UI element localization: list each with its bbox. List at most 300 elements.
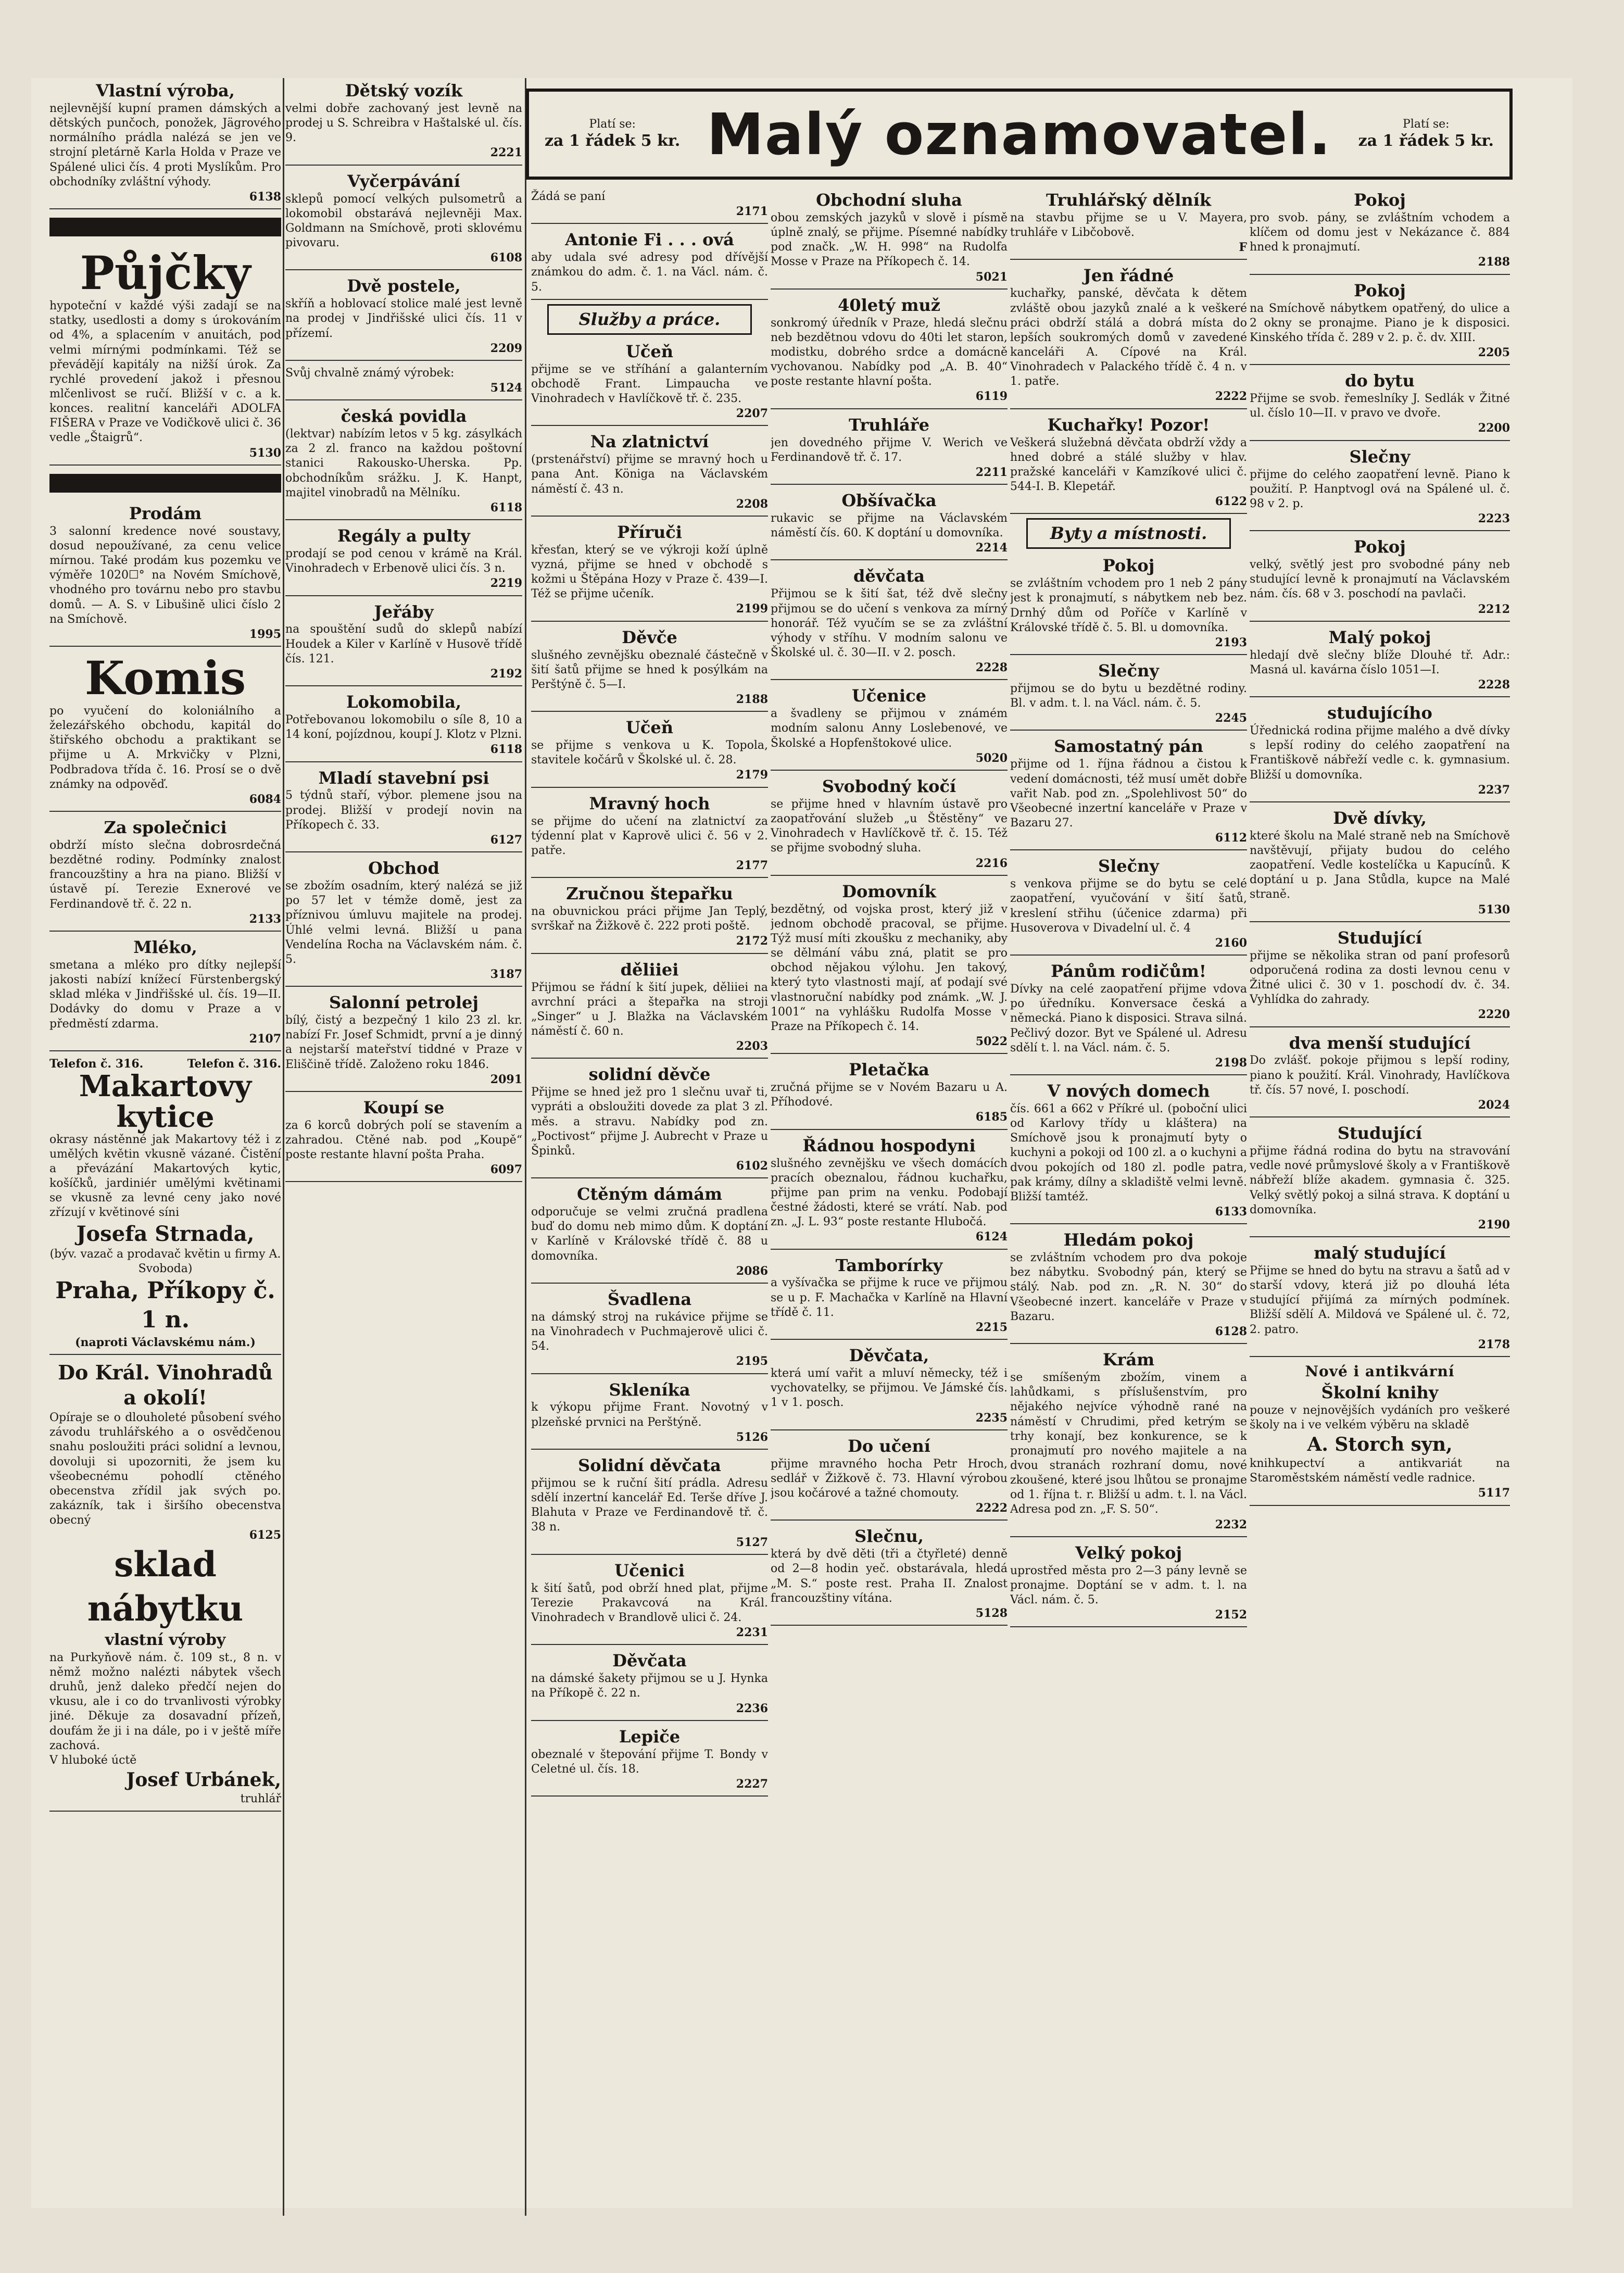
ad-body: smetana a mléko pro dítky nejlepší jakosti nabízí knížecí Fürstenbergský sklad mléka v Jindřišské ul. čís. 19—II. Dodávky do domu v Praze a v předměstí zdarma.: [49, 958, 281, 1031]
ad-title: Děvče: [622, 627, 677, 647]
ad-number: 2172: [736, 934, 768, 948]
ad-number: 6133: [1215, 1205, 1247, 1219]
classified-ad: [1010, 553, 1247, 655]
ad-title: děvčata: [853, 566, 925, 586]
ad-number: 2152: [1215, 1608, 1247, 1622]
classified-ad: [531, 429, 768, 517]
ad-body: se zvláštním vchodem pro dva pokoje bez nábytku. Svobodný pán, který se stálý. Nab. pod zn. „R. N. 30“ do Všeobecné inzert. kanceláře v Praze v Bazaru.: [1010, 1251, 1247, 1323]
ad-body: Přijme se hned jež pro 1 slečnu uvař ti, vypráti a obsloužiti dovede za plat 3 zl. měs. a stravu. Nabídky pod zn. „Poctivost“ přijme J. Aubrecht v Praze u Špinků.: [531, 1086, 768, 1158]
makart-ad: [49, 1054, 281, 1355]
ad-title: Obchod: [368, 858, 439, 878]
ad-body: skříň a hoblovací stolice malé jest levně na prodej v Jindřišské ulici čís. 11 v přízemí.: [285, 297, 522, 340]
classified-ad: [531, 625, 768, 712]
ad-body: přijme se ve stříhání a galanterním obchodě Frant. Limpaucha ve Vinohradech v Havlíčkově tř. č. 235.: [531, 362, 768, 405]
classified-ad: [531, 187, 768, 224]
ad-title: Pánům rodičům!: [1051, 961, 1206, 982]
classified-ad: [1010, 658, 1247, 731]
ad-body: obdrží místo slečna dobrosrdečná bezdětné rodiny. Podmínky znalost francouzštiny a hra na piano. Bližší v ústavě pí. Terezie Exnerové ve Ferdinandově tř. č. 22 n.: [49, 839, 281, 911]
ad-body: na spouštění sudů do sklepů nabízí Houdek a Kiler v Karlíně v Husově třídě čís. 121.: [285, 623, 522, 665]
classified-ad: [1250, 806, 1510, 922]
classified-ad: [771, 563, 1008, 680]
classified-ad: [1010, 412, 1247, 514]
ad-title: Studující: [1337, 1123, 1422, 1144]
ad-number: 6127: [490, 833, 522, 847]
ad-title: Velký pokoj: [1075, 1542, 1182, 1563]
ad-title: Obchodní sluha: [816, 190, 962, 210]
ad-title: Mléko,: [133, 937, 197, 957]
ad-body: 3 salonní kredence nové soustavy, dosud nepoužívané, za cenu velice mírnou. Také prodám kus pozemku ve výměře 1020☐° na Novém Smíchově, vhodného pro továrnu nebo pro stavbu domů. — A. S. v Libušině ulici číslo 2 na Smíchově.: [49, 524, 281, 626]
ad-number: 2227: [736, 1777, 768, 1791]
ad-number: 5130: [249, 446, 281, 460]
ad-number: 6138: [249, 190, 281, 204]
ad-number: 5124: [490, 381, 522, 395]
makart-body: okrasy nástěnné jak Makartovy též i z umělých květin vkusně vázané. Čistění a převázání Makartových kytic, košíčků, jardiniér umělými květinami se vkusně za levné ceny jako nové zřízují v květinové síni: [49, 1133, 281, 1220]
classified-ad: [771, 683, 1008, 771]
classified-ad: [1010, 959, 1247, 1075]
sklad-title: sklad nábytku: [87, 1544, 244, 1629]
ad-body: k výkopu přijme Frant. Novotný v plzeňské prvnici na Perštýně.: [531, 1401, 768, 1429]
ad-title: Pletačka: [849, 1060, 929, 1080]
ad-title: Domovník: [842, 881, 936, 901]
ad-number: 6112: [1215, 831, 1247, 845]
ad-body: k šití šatů, pod obrží hned plat, přijme Terezie Prakavcová na Král. Vinohradech v Brandlově ulici č. 24.: [531, 1581, 768, 1624]
ad-number: 2188: [1478, 255, 1510, 269]
ad-body: které školu na Malé straně neb na Smíchově navštěvují, přijaty budou do celého zaopatření. Vedle kostelíčka u Kapucínů. K doptání u p. Jana Stůdla, kupce na Malé straně.: [1250, 829, 1510, 901]
ad-body: odporučuje se velmi zručná pradlena buď do domu neb mimo dům. K doptání v Karlíně v Královské třídě č. 88 u domovníka.: [531, 1205, 768, 1263]
ad-title: Solidní děvčata: [578, 1455, 721, 1475]
classified-ad: [285, 765, 522, 853]
classified-ad: [1250, 925, 1510, 1027]
ad-number: 2215: [975, 1320, 1008, 1334]
classified-ad: [771, 187, 1008, 290]
ad-title: Ctěným dámám: [576, 1184, 723, 1204]
ad-number: 5128: [975, 1606, 1008, 1620]
ad-number: 2214: [975, 541, 1008, 555]
ad-title: V nových domech: [1047, 1081, 1210, 1101]
classified-ad: [531, 1182, 768, 1284]
ad-title: Prodám: [129, 503, 202, 523]
ad-body: čís. 661 a 662 v Příkré ul. (poboční ulici od Karlovy třídy u kláštera) na Smíchově jsou k pronajmutí byty o kuchyni a pokoji od 100 zl. a o kuchyni a dvou pokojích od 180 zl. podle patra, pak krámy, dílny a skladiště velmi levně. Bližší tamtéž.: [1010, 1102, 1247, 1203]
ad-body: Přijmou se řádní k šití jupek, děliiei na avrchní práci a štepařka na stroji „Singer“ u J. Blažka na Václavském náměstí č. 60 n.: [531, 981, 768, 1038]
ad-number: 2216: [975, 856, 1008, 870]
classified-ad: [1250, 534, 1510, 622]
classified-ad: [49, 78, 281, 209]
ad-title: Komis: [84, 650, 246, 705]
ad-body: aby udala své adresy pod dřívější známkou do adm. č. 1. na Václ. nám. č. 5.: [531, 251, 768, 294]
ad-number: 2209: [490, 341, 522, 355]
ad-title: Učeň: [625, 718, 673, 738]
ad-body: sonkromý úředník v Praze, hledá slečnu neb bezdětnou vdovu do 40ti let staron, modistku, dobrého srdce a domácně vychovanou. Nabídky pod „A. B. 40“ poste restante hlavní pošta.: [771, 316, 1008, 388]
ad-firm: A. Storch syn,: [1307, 1433, 1453, 1455]
ad-title: Pokoj: [1354, 537, 1406, 557]
classified-ad: [531, 1724, 768, 1797]
ad-number: 6124: [975, 1230, 1008, 1244]
ad-number: 2212: [1478, 602, 1510, 616]
ad-body: přijmou se do bytu u bezdětné rodiny. Bl. v adm. t. l. na Václ. nám. č. 5.: [1010, 682, 1247, 710]
classified-ad: [1250, 1121, 1510, 1237]
ad-title: Dvě postele,: [347, 276, 461, 296]
ad-body: která by dvě děti (tři a čtyřleté) denně od 2—8 hodin yeč. obstarávala, hledá „M. S.“ poste rest. Praha II. Znalost francouzštiny vítána.: [771, 1548, 1008, 1605]
ad-body: se přijme s venkova u K. Topola, stavitele kočárů v Školské ul. č. 28.: [531, 739, 768, 767]
ad-number: 2188: [736, 693, 768, 706]
classified-ad: [285, 78, 522, 166]
classified-ad: [1010, 1347, 1247, 1537]
classified-ad: [1250, 444, 1510, 532]
classified-ad: [285, 599, 522, 687]
ad-number: 2171: [736, 205, 768, 219]
ad-body: bílý, čistý a bezpečný 1 kilo 23 zl. kr. nabízí Fr. Josef Schmidt, první a je dinný a nejstarší mateřství tiddné v Praze v Eliščině třídě. Založeno roku 1846.: [285, 1014, 522, 1071]
ad-title: Jen řádné: [1083, 266, 1174, 286]
classified-ad: [49, 245, 281, 466]
ad-body: se zvláštním vchodem pro 1 neb 2 pány jest k pronajmutí, s nábytkem neb bez. Drnhý dům od Poříče v Karlíně v Královské třídě č. 5. Bl. u domovníka.: [1010, 577, 1247, 634]
section-tag-services: Služby a práce.: [547, 304, 752, 335]
classified-ad: [1010, 1540, 1247, 1628]
ad-number: 2133: [249, 912, 281, 926]
black-rule: [49, 474, 281, 493]
ad-title: Slečny: [1098, 661, 1159, 681]
classified-ad: [1250, 187, 1510, 275]
classified-ad: [285, 364, 522, 400]
ad-title: Obšívačka: [841, 491, 937, 511]
ad-title: Samostatný pán: [1054, 736, 1203, 757]
classified-ad: [1250, 278, 1510, 366]
classified-ad: [531, 715, 768, 787]
classified-ad: [1010, 187, 1247, 260]
ad-number: 5130: [1478, 902, 1510, 916]
ad-body: přijme od 1. října řádnou a čistou k vedení domácnosti, též musí umět dobře vařit Nab. pod zn. „Spolehlivost 50“ do Všeobecné inzertní kanceláře v Praze v Bazaru 27.: [1010, 758, 1247, 830]
ad-number: 6102: [736, 1159, 768, 1173]
ad-title: Mladí stavební psi: [318, 768, 489, 788]
ad-title: do bytu: [1345, 371, 1415, 391]
column-3: [531, 187, 768, 2216]
banner-title: Malý oznamovatel.: [707, 101, 1332, 168]
ad-title: česká povidla: [341, 406, 467, 426]
ad-title: Slečny: [1349, 446, 1411, 467]
section-banner: [526, 89, 1513, 180]
classified-ad: [49, 650, 281, 812]
ad-number: 2205: [1478, 346, 1510, 359]
ad-number: 2199: [736, 602, 768, 616]
ad-body: za 6 korců dobrých polí se stavením a zahradou. Ctěné nab. pod „Koupě“ poste restante hlavní pošta Praha.: [285, 1119, 522, 1162]
ad-title: Mravný hoch: [589, 793, 710, 813]
ad-body: obou zemských jazyků v slově i písmě úplně znalý, se přijme. Písemné nabídky pod značk. „W. H. 998“ na Rudolfa Mosse v Praze na Příkopech č. 14.: [771, 211, 1008, 269]
ad-number: 6084: [249, 792, 281, 806]
ad-title: Vlastní výroba,: [96, 81, 235, 101]
classified-ad: [531, 881, 768, 953]
ad-body: velký, světlý jest pro svobodné pány neb studující levně k pronajmutí na Václavském nám. čís. 68 v 3. poschodí na pavlači.: [1250, 558, 1510, 601]
section-tag-rooms: Byty a místnosti.: [1026, 518, 1231, 549]
ad-number: 2192: [490, 667, 522, 681]
ad-number: 2222: [975, 1501, 1008, 1515]
ad-body: na stavbu přijme se u V. Mayera, truhláře v Libčobově.: [1010, 211, 1247, 240]
ad-title: Pokoj: [1102, 556, 1155, 576]
ad-body: Svůj chvalně známý výrobek:: [285, 366, 455, 380]
classified-ad: [531, 227, 768, 299]
ad-body: přijme mravného hocha Petr Hroch, sedlář v Žižkově č. 73. Hlavní výrobou jsou kočárové a tažné chomouty.: [771, 1457, 1008, 1500]
classified-ad: [771, 774, 1008, 876]
ad-body: sklepů pomocí velkých pulsometrů a lokomobil obstarává nejlevněji Max. Goldmann na Smíchově, proti sklovému pivovaru.: [285, 192, 522, 249]
owner-note: (býv. vazač a prodavač květin u firmy A. Svoboda): [49, 1247, 281, 1275]
ad-body: hledají dvě slečny blíže Dlouhé tř. Adr.: Masná ul. kavárna číslo 1051—I.: [1250, 648, 1510, 676]
ad-number: 2107: [249, 1032, 281, 1046]
ad-body: přijmou se k ruční šití prádla. Adresu sdělí inzertní kancelář Ed. Terše dříve J. Blahuta v Praze ve Ferdinandově tř. č. 38 n.: [531, 1476, 768, 1534]
ad-title: Dětský vozík: [345, 81, 463, 101]
ad-title: děliiei: [620, 959, 679, 979]
ad-body: Veškerá služebná děvčata obdrží vždy a hned dobré a stálé služby v hlav. pražské kanceláři v Kamzíkové ulici č. 544-I. B. Klepetář.: [1010, 436, 1247, 494]
ad-number: 2178: [1478, 1337, 1510, 1351]
classified-ad: [1250, 368, 1510, 441]
ad-body: se přijme do učení na zlatnictví za týdenní plat v Kaprově ulici č. 56 v 2. patře.: [531, 814, 768, 857]
ad-body: prodají se pod cenou v krámě na Král. Vinohradech v Erbenově ulici čís. 3 n.: [285, 547, 522, 575]
ad-number: 5126: [736, 1430, 768, 1444]
ad-number: 2193: [1215, 635, 1247, 649]
ad-title: 40letý muž: [838, 295, 940, 315]
ad-number: 2177: [736, 859, 768, 872]
ad-number: 2179: [736, 768, 768, 782]
classified-ad: [49, 935, 281, 1051]
ad-number: 2195: [736, 1354, 768, 1368]
ad-body: na dámský stroj na rukávice přijme se na Vinohradech v Puchmajerově ulici č. 54.: [531, 1310, 768, 1353]
ad-number: 2235: [975, 1411, 1008, 1425]
headline: Do Král. Vinohradů a okolí!: [58, 1360, 273, 1410]
address-note: (naproti Václavskému nám.): [75, 1335, 256, 1349]
ad-title: Studující: [1337, 927, 1422, 948]
ad-number: 5117: [1478, 1486, 1510, 1500]
classified-ad: [771, 488, 1008, 560]
ad-number: 6097: [490, 1163, 522, 1177]
classified-ad: [1010, 1078, 1247, 1224]
ad-number: 2198: [1215, 1056, 1247, 1070]
ad-number: 6118: [490, 500, 522, 514]
ad-title: Pokoj: [1354, 280, 1406, 300]
ad-body: křesťan, který se ve výkroji koží úplně vyzná, přijme se hned v obchodě s kožmi u Štěpána Hozy v Praze č. 439—I. Též se přijme učeník.: [531, 543, 768, 601]
ad-number: 2245: [1215, 711, 1247, 725]
ad-title: Skleníka: [609, 1379, 690, 1400]
classified-ad: [771, 1057, 1008, 1129]
ad-title: Zručnou štepařku: [566, 884, 733, 904]
ad-body: na obuvnickou práci přijme Jan Teplý, svrškař na Žižkově č. 222 proti poště.: [531, 905, 768, 933]
ad-title: Truhlářský dělník: [1046, 190, 1212, 210]
ad-number: 2222: [1215, 390, 1247, 404]
address: Praha, Příkopy č. 1 n.: [55, 1277, 275, 1334]
classified-ad: [1010, 1227, 1247, 1344]
role: truhlář: [240, 1792, 281, 1806]
ad-number: 2236: [736, 1701, 768, 1715]
ad-number: 5020: [975, 751, 1008, 765]
ad-title: Jeřáby: [374, 601, 434, 622]
classified-ad: [771, 412, 1008, 485]
ad-title: Půjčky: [80, 246, 251, 300]
ad-body: Do zvlášť. pokoje přijmou s lepší rodiny, piano k použití. Král. Vinohrady, Havlíčkova tř. čís. 57 nové, I. poschodí.: [1250, 1054, 1510, 1097]
ad-body: která umí vařit a mluví německy, též i vychovatelky, se přijmou. Ve Jámské čís. 1 v 1. posch.: [771, 1367, 1008, 1410]
urbanek-ad: [49, 1358, 281, 1812]
ad-title: Učenice: [851, 686, 926, 706]
ad-title: Učeň: [625, 341, 673, 361]
ad-number: 6128: [1215, 1324, 1247, 1338]
ad-body: na dámské šakety přijmou se u J. Hynka na Příkopě č. 22 n.: [531, 1672, 768, 1700]
ad-title: Regály a pulty: [337, 526, 470, 546]
ad-title: Kuchařky! Pozor!: [1047, 415, 1210, 435]
ad-title: Na zlatnictví: [590, 432, 709, 452]
ad-body: uprostřed města pro 2—3 pány levně se pronajme. Doptání se v adm. t. l. na Václ. nám. č. 5.: [1010, 1564, 1247, 1607]
classified-ad: [771, 1133, 1008, 1250]
ad-body: (lektvar) nabízím letos v 5 kg. zásylkách za 2 zl. franco na každou poštovní stanici Rakousko-Uherska. Pp. obchodníkům srážku. J. K. Hanpt, majitel vinobradů na Mělníku.: [285, 428, 522, 499]
ad-body: Přijmou se k šití šat, též dvě slečny přijmou se do učení s venkova za mírný honorář. Též vyučím se se za zvláštní výhody v stříhu. V modním salonu ve Školské ul. č. 30—II. v 2. posch.: [771, 587, 1008, 660]
ad-body: přijme se několika stran od paní profesorů odporučená rodina za dosti levnou cenu v Žitné ulici č. 30 v 1. poschodí dv. č. 34. Vyhlídka do zahrady.: [1250, 949, 1510, 1007]
ad-number: 2223: [1478, 512, 1510, 525]
ad-number: 5127: [736, 1535, 768, 1549]
ad-number: 2219: [490, 576, 522, 591]
ad-body: Přijme se hned do bytu na stravu a šatů ad v starší vdovy, která již po dlouhá léta studující přijímá za mírných podmínek. Bližší sdělí A. Mildová ve Spálené ul. č. 72, 2. patro.: [1250, 1264, 1510, 1336]
ad-title: malý studující: [1314, 1242, 1446, 1263]
classified-ad: [771, 879, 1008, 1054]
ad-title: Slečny: [1098, 856, 1159, 876]
ad-body: hypoteční v každé výši zadají se na statky, usedlosti a domy s úrokováním od 4%, a splacením v anuitách, pod velmi mírnými podmínkami. Též se převádějí kapitály na nižší úrok. Za rychlé provedení jakož i přesnou mlčenlivost se ručí. Bližší v c. a k. konces. realitní kanceláři ADOLFA FIŠERA v Praze ve Vodičkově ulici č. 36 vedle „Štaigrů“.: [49, 299, 281, 445]
ad-number: 2200: [1478, 421, 1510, 435]
owner-name: Josefa Strnada,: [76, 1221, 255, 1246]
ad-title: Za společnici: [104, 818, 227, 838]
ad-body: na Smíchově nábytkem opatřený, do ulice a 2 okny se pronajme. Piano je k disposici. Kinského třída č. 289 v 2. p. č. dv. XIII.: [1250, 302, 1510, 344]
sklad-subtitle: vlastní výroby: [105, 1631, 226, 1650]
ad-title: Děvčata: [612, 1651, 687, 1671]
ad-title: Koupí se: [363, 1097, 445, 1117]
ad-number: 5021: [975, 270, 1008, 284]
ad-body: velmi dobře zachovaný jest levně na prodej u S. Schreibra v Haštalské ul. čís. 9.: [285, 102, 522, 145]
classified-ad: [285, 1095, 522, 1183]
ad-body: a švadleny se přijmou v známém modním salonu Anny Loslebenové, ve Školské a Hopfenštokové ulice.: [771, 707, 1008, 750]
ad-title: dva menší studující: [1289, 1033, 1471, 1053]
classified-ad: [49, 501, 281, 647]
classified-ad: [531, 791, 768, 878]
ad-title: Školní knihy: [1321, 1382, 1439, 1402]
column-rule: [283, 78, 284, 2216]
ad-body: jen dovedného přijme V. Werich ve Ferdinandově tř. č. 17.: [771, 436, 1008, 464]
column-1: [49, 78, 281, 2216]
ad-number: 2231: [736, 1626, 768, 1640]
signature: Josef Urbánek,: [126, 1769, 281, 1791]
ad-number: F: [1239, 241, 1247, 255]
classified-ad: [1250, 625, 1510, 697]
ad-number: 2190: [1478, 1217, 1510, 1232]
ad-title: Truhláře: [849, 415, 929, 435]
ad-number: 2232: [1215, 1517, 1247, 1531]
classified-ad: [1250, 700, 1510, 802]
classified-ad: [285, 404, 522, 520]
price-left: Platí se: za 1 řádek 5 kr.: [545, 118, 681, 150]
phone-right: Telefon č. 316.: [187, 1057, 281, 1071]
ad-body: se smíšeným zbožím, vinem a lahůdkami, s příslušenstvím, pro nějakého nejvíce výhodně rané na náměstí v Chrudimi, před ketrým se trhy konají, bez konkurence, se k pronajmutí pro nového majitele a na dvou stranách rozhraní domu, nové zkoušené, které jsou lhůtou se pronajme od 1. října t. r. Bližší u adm. t. l. na Václ. Adresa pod zn. „F. S. 50“.: [1010, 1371, 1247, 1516]
ad-title: Děvčata,: [849, 1346, 929, 1366]
ad-title: Vyčerpávání: [347, 171, 460, 191]
ad-body: bezdětný, od vojska prost, který již v jednom obchodě pracoval, se přijme. Týž musí míti zkoušku z mechaniky, aby se dělmání vábu zná, platit se pro obchod nějakou výlohu. Jen takový, který tyto vlastnosti mají, ať podají své vlastnoruční nabídky pod známk. „W. J. 1001“ na vyhlášku Rudolfa Mosse v Praze na Příkopech č. 14.: [771, 902, 1008, 1033]
ad-number: 2091: [490, 1072, 522, 1086]
ad-body: Přijme se svob. řemeslníky J. Sedlák v Žitné ul. číslo 10—II. v pravo ve dvoře.: [1250, 392, 1510, 420]
ad-title: Dvě dívky,: [1333, 808, 1427, 828]
classified-ad: [771, 1343, 1008, 1430]
classified-ad: [1010, 853, 1247, 956]
classified-ad: [531, 1648, 768, 1721]
classified-ad: [771, 293, 1008, 409]
ad-body: pro svob. pány, se zvláštním vchodem a klíčem od domu jest v Nekázance č. 884 hned k pronajmutí.: [1250, 211, 1510, 254]
column-rule: [525, 78, 526, 2216]
ad-number: 2228: [975, 661, 1008, 675]
classified-ad: [1250, 1240, 1510, 1357]
ad-number: 6185: [975, 1110, 1008, 1124]
ad-title: Krám: [1102, 1350, 1155, 1370]
ad-number: 2237: [1478, 783, 1510, 797]
ad-number: 2207: [736, 407, 768, 421]
ad-title: solidní děvče: [588, 1064, 711, 1085]
ad-number: 6118: [490, 743, 522, 757]
classified-ad: [1250, 1360, 1510, 1506]
classified-ad: [285, 689, 522, 762]
classified-ad: [531, 1377, 768, 1450]
ad-number: 5022: [975, 1035, 1008, 1049]
ad-body: se přijme hned v hlavním ústavě pro zaopatřování služeb „u Štěstěny“ ve Vinohradech v Havlíčkově tř. č. 15. Též se přijme svobodný sluha.: [771, 797, 1008, 855]
ad-title: Lokomobila,: [346, 692, 462, 712]
ad-number: 1995: [249, 627, 281, 641]
ad-body: (prstenářství) přijme se mravný hoch u pana Ant. Königa na Václavském náměstí č. 43 n.: [531, 453, 768, 496]
ad-body: přijme do celého zaopatření levně. Piano k použití. P. Hanptvogl ová na Spálené ul. č. 98 v 2. p.: [1250, 468, 1510, 510]
classified-ad: [531, 1062, 768, 1178]
classified-ad: [771, 1434, 1008, 1521]
classified-ad: [285, 856, 522, 987]
column-5: [1010, 187, 1247, 2216]
ad-number: 2220: [1478, 1008, 1510, 1022]
ad-title: Slečnu,: [854, 1526, 924, 1547]
classified-ad: [1010, 263, 1247, 409]
ad-body: 5 týdnů staří, výbor. plemene jsou na prodej. Bližší v prodejí novin na Příkopech č. 33.: [285, 789, 522, 832]
classified-ad: [285, 273, 522, 361]
classified-ad: [1250, 1031, 1510, 1118]
black-rule: [49, 218, 281, 236]
ad-body: knihkupectví a antikvariát na Staroměstském náměstí vedle radnice.: [1250, 1457, 1510, 1485]
ad-body: Dívky na celé zaopatření přijme vdova po úředníku. Konversace česká a německá. Piano k disposici. Strava silná. Pečlivý dozor. Byt ve Spálené ul. Adresu sdělí t. l. na Václ. nám. č. 5.: [1010, 983, 1247, 1054]
classified-ad: [285, 523, 522, 596]
ad-number: 2086: [736, 1264, 768, 1278]
classified-ad: [531, 339, 768, 426]
column-6: [1250, 187, 1510, 2216]
ad-title: Lepiče: [619, 1726, 681, 1747]
ad-title: Malý pokoj: [1328, 627, 1431, 647]
makart-title: Makartovy kytice: [79, 1069, 252, 1134]
ad-title: Tamborírky: [835, 1255, 943, 1275]
ad-body: s venkova přijme se do bytu se celé zaopatření, vyučování v šití šatů, kreslení střihu (účenice zdarma) při Husoverova v Divadelní ul. č. 4: [1010, 877, 1247, 935]
ad-title: Příruči: [617, 522, 682, 542]
ad-body: Potřebovanou lokomobilu o síle 8, 10 a 14 koní, pojízdnou, koupí J. Klotz v Plzni.: [285, 713, 522, 742]
ad-number: 2024: [1478, 1098, 1510, 1112]
ad-body: se zbožím osadním, který nalézá se již po 57 let v témže domě, jest za příznivou úmluvu majitele na prodej. Úhlé velmi levná. Bližší u pana Vendelína Rocha na Václavském nám. č. 5.: [285, 880, 522, 966]
ad-kicker: Nové i antikvární: [1305, 1362, 1455, 1380]
ad-body: pouze v nejnovějších vydáních pro veškeré školy na i ve velkém výběru na skladě: [1250, 1403, 1510, 1431]
classified-ad: [531, 1453, 768, 1555]
classified-ad: [531, 520, 768, 622]
ad-number: 6122: [1215, 495, 1247, 509]
ad-title: Antonie Fi . . . ová: [565, 230, 734, 250]
classified-ad: [285, 169, 522, 271]
ad-title: Švadlena: [607, 1289, 692, 1309]
ad-number: 2160: [1215, 936, 1247, 950]
phone-left: Telefon č. 316.: [49, 1057, 144, 1071]
ad-body: na Purkyňově nám. č. 109 st., 8 n. v němž možno nalézti nábytek všech druhů, jenž daleko předčí nejen do vkusu, ale i co do trvanlivosti výrobky jiné. Děkuje za dosavadní přízeň, doufám že ji i na dále, po i v ještě míře zachová.: [49, 1651, 281, 1752]
ad-body: Opíraje se o dlouholeté působení svého závodu truhlářského a o osvědčenou snahu posloužiti práci solidní a levnou, dovoluji si upozorniti, že jsem ku všeobecnému pohodlí ctěného obecenstva zřídil jak svých po. zakázník, tak i širšího obecenstva obecný: [49, 1411, 281, 1527]
ad-number: 2208: [736, 497, 768, 511]
classified-ad: [285, 990, 522, 1092]
ad-title: Řádnou hospodyni: [802, 1135, 976, 1156]
classified-ad: [771, 1253, 1008, 1340]
ad-title: Svobodný kočí: [822, 776, 956, 796]
ad-body: obeznalé v štepování přijme T. Bondy v Celetné ul. čís. 18.: [531, 1748, 768, 1776]
